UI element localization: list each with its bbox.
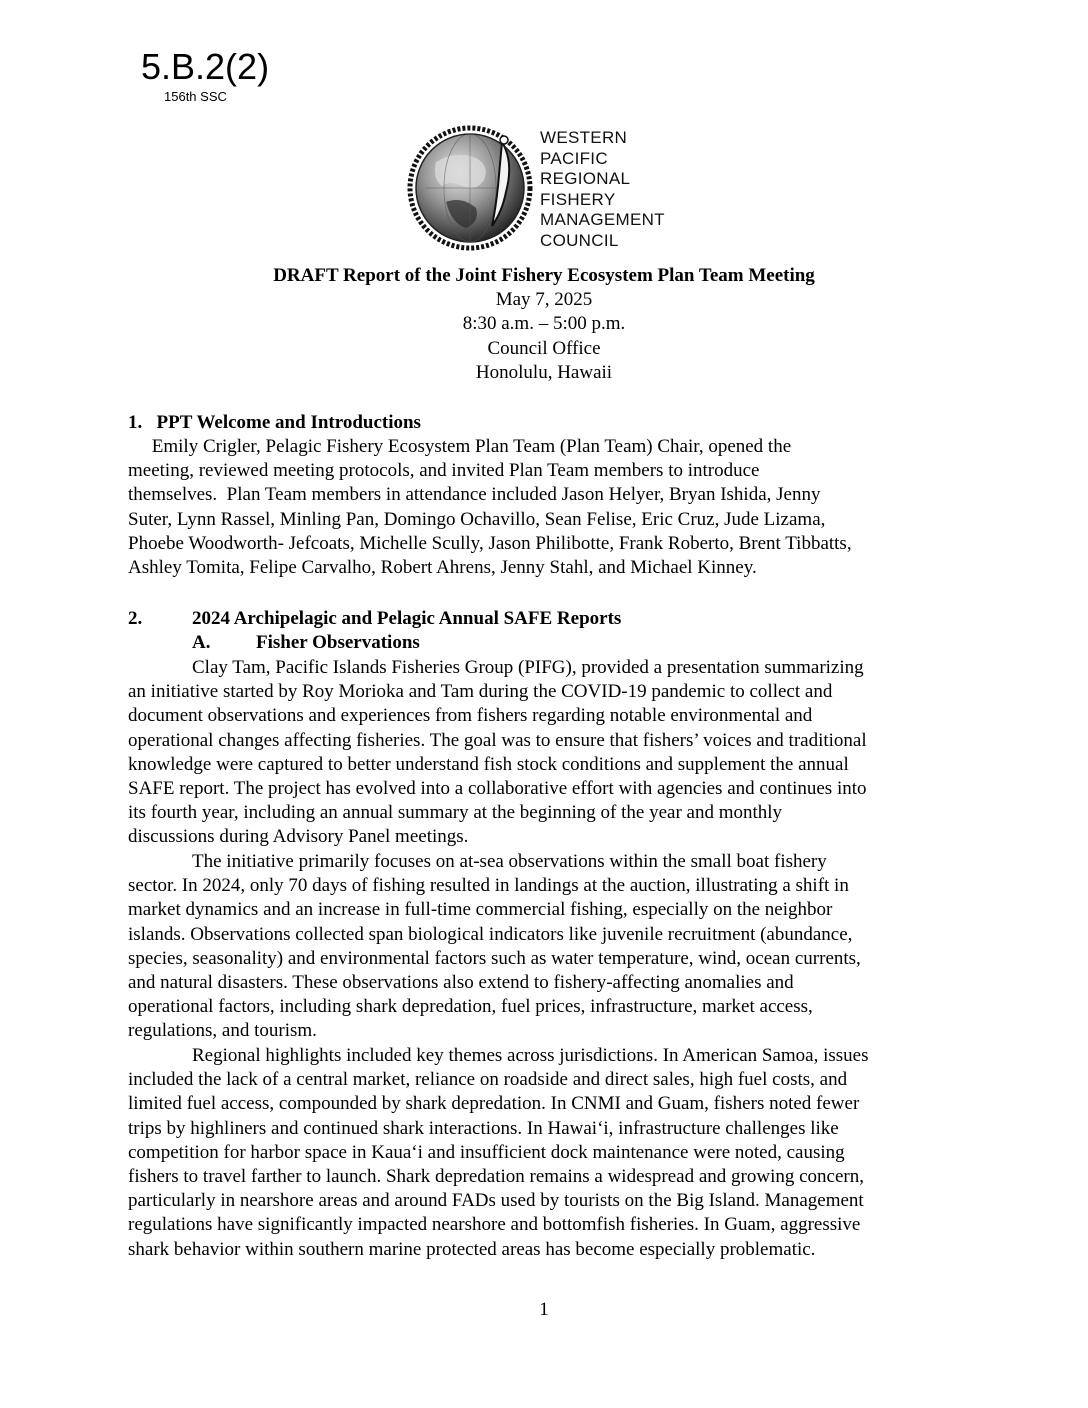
text-line: islands. Observations collected span biological indicators like juvenile recruitment (abundance, [128,923,853,945]
text-line: its fourth year, including an annual summary at the beginning of the year and monthly [128,802,783,824]
text-line: The initiative primarily focuses on at-sea observations within the small boat fishery [192,851,827,872]
subsection-letter: A. [192,632,211,653]
logo-line: MANAGEMENT [540,210,665,229]
text-line: operational factors, including shark depredation, fuel prices, infrastructure, market access, [128,996,813,1018]
text-line: SAFE report. The project has evolved into a collaborative effort with agencies and continues into [128,778,867,800]
text-line: trips by highliners and continued shark interactions. In Hawai‘i, infrastructure challenges like [128,1117,839,1139]
text-line: regulations have significantly impacted nearshore and bottomfish fisheries. In Guam, aggressive [128,1214,861,1236]
text-line: themselves. Plan Team members in attendance included Jason Helyer, Bryan Ishida, Jenny [128,484,821,506]
text-line: and natural disasters. These observations also extend to fishery-affecting anomalies and [128,972,794,994]
paragraph-fisher-observations-2 [128,850,968,1044]
text-line: meeting, reviewed meeting protocols, and invited Plan Team members to introduce [128,460,760,482]
text-line: Suter, Lynn Rassel, Minling Pan, Domingo Ochavillo, Sean Felise, Eric Cruz, Jude Lizama, [128,508,826,530]
text-line: shark behavior within southern marine protected areas has become especially problematic. [128,1238,816,1260]
council-logo [406,122,696,254]
council-name [540,128,665,251]
text-line: Ashley Tomita, Felipe Carvalho, Robert Ahrens, Jenny Stahl, and Michael Kinney. [128,557,757,579]
meeting-city: Honolulu, Hawaii [475,361,613,383]
meeting-label: 156th SSC [164,89,227,104]
logo-line: WESTERN [540,128,628,147]
report-title-block [128,264,960,385]
meeting-place: Council Office [487,337,601,359]
logo-line: COUNCIL [540,230,619,250]
text-line: operational changes affecting fisheries. The goal was to ensure that fishers’ voices and traditional [128,729,867,751]
text-line: document observations and experiences from fishers regarding notable environmental and [128,705,813,727]
text-line: discussions during Advisory Panel meetings. [128,826,469,848]
text-line: particularly in nearshore areas and around FADs used by tourists on the Big Island. Management [128,1190,864,1212]
section-1-heading: 1. PPT Welcome and Introductions [128,412,421,433]
text-line: market dynamics and an increase in full-time commercial fishing, especially on the neighbor [128,899,833,921]
text-line: regulations, and tourism. [128,1020,317,1042]
logo-line: PACIFIC [540,148,608,168]
text-line: species, seasonality) and environmental factors such as water temperature, wind, ocean currents, [128,947,861,969]
meeting-time: 8:30 a.m. – 5:00 p.m. [462,313,626,335]
logo-line: FISHERY [540,189,616,209]
text-line: limited fuel access, compounded by shark depredation. In CNMI and Guam, fishers noted fewer [128,1093,860,1115]
subsection-title: Fisher Observations [256,632,420,653]
text-line: knowledge were captured to better understand fish stock conditions and supplement the annual [128,753,849,775]
text-line: Regional highlights included key themes across jurisdictions. In American Samoa, issues [192,1045,869,1066]
paragraph-fisher-observations-1 [128,656,968,850]
report-title: DRAFT Report of the Joint Fishery Ecosystem Plan Team Meeting [273,265,815,286]
section-title: 2024 Archipelagic and Pelagic Annual SAFE Reports [192,608,622,629]
agenda-item-number: 5.B.2(2) [141,46,270,87]
text-line: competition for harbor space in Kaua‘i and insufficient dock maintenance were noted, causing [128,1141,845,1163]
subsection-a-heading [192,631,420,655]
section-number: 2. [128,608,143,629]
globe-emblem-icon [406,122,536,252]
section-2-heading [128,607,621,631]
text-line: Emily Crigler, Pelagic Fishery Ecosystem Plan Team (Plan Team) Chair, opened the [128,436,792,457]
meeting-date: May 7, 2025 [495,289,593,311]
paragraph-fisher-observations-3 [128,1044,968,1262]
section-1-paragraph [128,435,968,580]
page-number: 1 [539,1299,549,1320]
text-line: fishers to travel farther to launch. Shark depredation remains a widespread and growing concern, [128,1166,864,1188]
text-line: sector. In 2024, only 70 days of fishing resulted in landings at the auction, illustrating a shift in [128,875,849,897]
text-line: Clay Tam, Pacific Islands Fisheries Group (PIFG), provided a presentation summarizing [192,657,864,678]
text-line: Phoebe Woodworth- Jefcoats, Michelle Scully, Jason Philibotte, Frank Roberto, Brent Tibbatts, [128,532,852,554]
logo-line: REGIONAL [540,169,631,188]
text-line: an initiative started by Roy Morioka and Tam during the COVID-19 pandemic to collect and [128,681,833,703]
text-line: included the lack of a central market, reliance on roadside and direct sales, high fuel costs, and [128,1069,848,1091]
